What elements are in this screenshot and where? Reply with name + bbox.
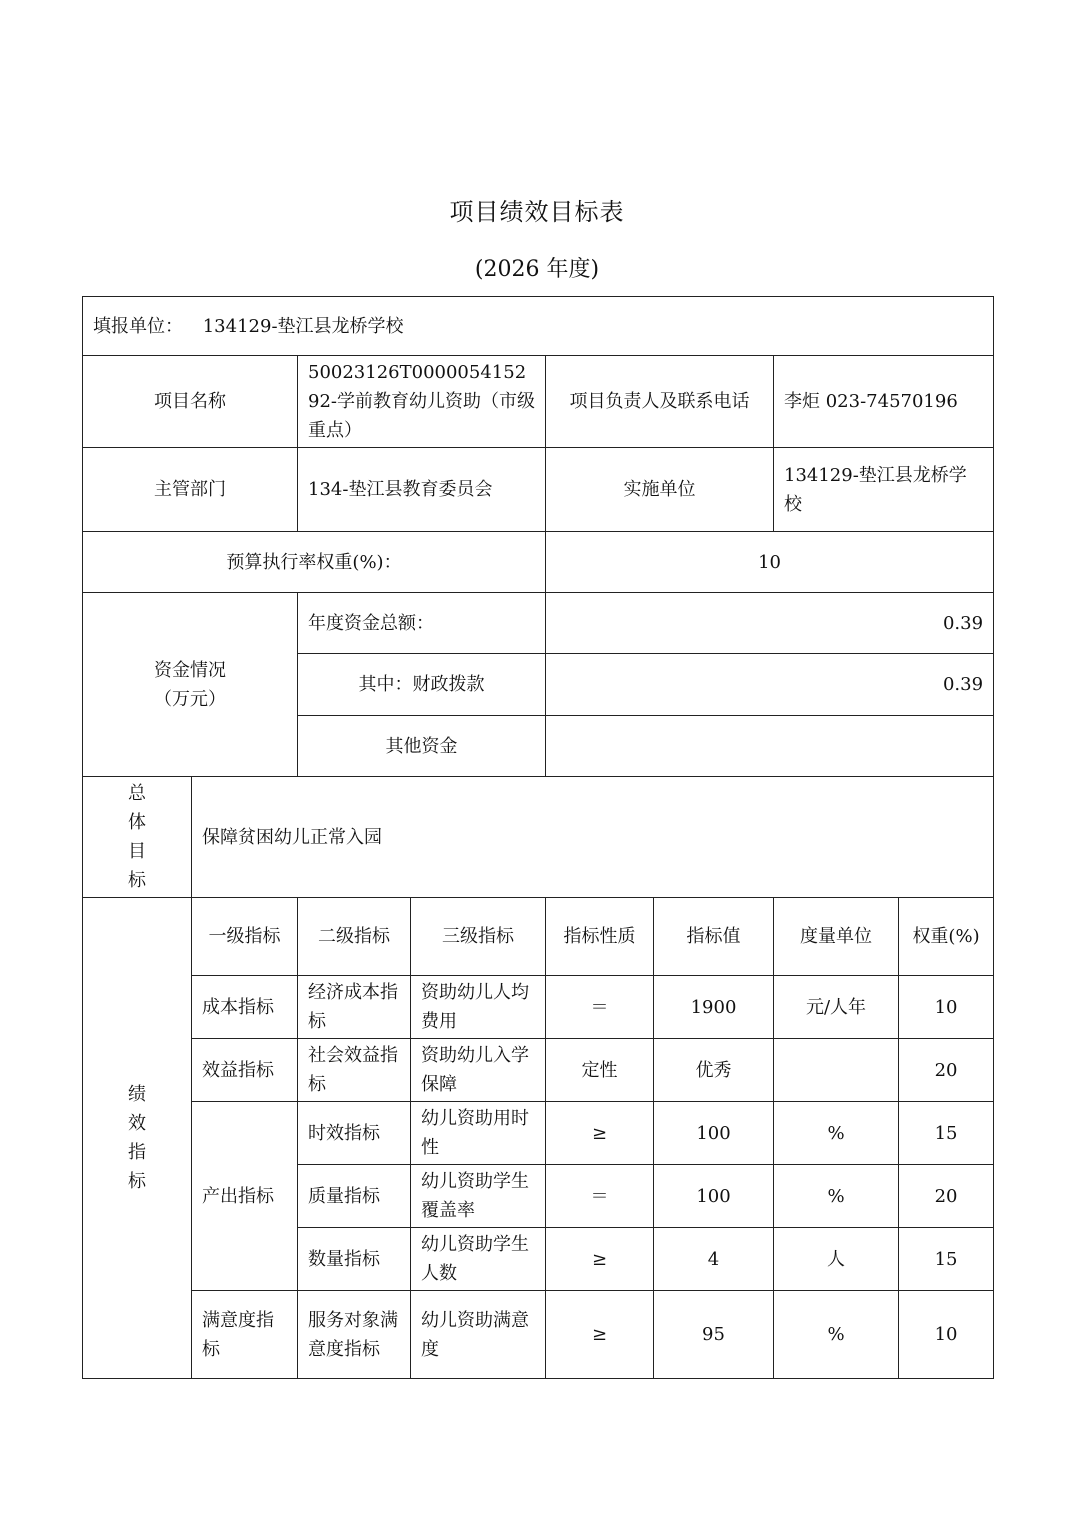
funds-label-line1: 资金情况 <box>154 659 226 681</box>
row-weight: 10 <box>899 976 994 1039</box>
header-unit: 度量单位 <box>774 898 899 976</box>
row-unit: % <box>774 1102 899 1165</box>
funds-total-label: 年度资金总额： <box>298 593 546 654</box>
implementing-unit-value: 134129-垫江县龙桥学校 <box>774 448 994 532</box>
row-value: 4 <box>654 1228 774 1291</box>
page-subtitle: (2026 年度) <box>474 257 600 282</box>
row-unit: 人 <box>774 1228 899 1291</box>
header-level3: 三级指标 <box>411 898 546 976</box>
project-contact-label: 项目负责人及联系电话 <box>546 356 774 448</box>
row-level2: 数量指标 <box>298 1228 411 1291</box>
overall-goal-label-char: 目 <box>128 841 146 862</box>
row-level1: 成本指标 <box>192 976 298 1039</box>
budget-rate-label: 预算执行率权重(%)： <box>83 532 546 593</box>
row-level3: 资助幼儿入学保障 <box>411 1039 546 1102</box>
department-row <box>83 448 994 532</box>
project-name-row <box>83 356 994 448</box>
overall-goal-row <box>83 777 994 898</box>
row-level1: 效益指标 <box>192 1039 298 1102</box>
funds-label-line2: （万元） <box>154 688 226 710</box>
funds-other-label: 其他资金 <box>298 716 546 777</box>
row-level1: 产出指标 <box>192 1102 298 1291</box>
header-level2: 二级指标 <box>298 898 411 976</box>
overall-goal-label <box>83 777 192 898</box>
fill-unit-cell <box>83 297 994 356</box>
table-row <box>83 1102 994 1165</box>
performance-indicator-label-char: 指 <box>128 1142 146 1163</box>
row-value: 100 <box>654 1102 774 1165</box>
row-level2: 经济成本指标 <box>298 976 411 1039</box>
row-weight: 15 <box>899 1228 994 1291</box>
row-weight: 15 <box>899 1102 994 1165</box>
row-value: 1900 <box>654 976 774 1039</box>
row-level2: 服务对象满意度指标 <box>298 1291 411 1379</box>
performance-indicator-label <box>83 898 192 1379</box>
indicator-header-row <box>83 898 994 976</box>
header-nature: 指标性质 <box>546 898 654 976</box>
performance-indicator-label-char: 效 <box>128 1113 146 1134</box>
table-row <box>83 1291 994 1379</box>
performance-indicator-label-char: 标 <box>128 1171 146 1192</box>
row-level3: 幼儿资助满意度 <box>411 1291 546 1379</box>
fill-unit-label: 填报单位： <box>93 315 183 337</box>
row-value: 优秀 <box>654 1039 774 1102</box>
row-nature: ≥ <box>546 1228 654 1291</box>
row-level3: 资助幼儿人均费用 <box>411 976 546 1039</box>
budget-rate-value: 10 <box>546 532 994 593</box>
table-row <box>83 976 994 1039</box>
funds-fiscal-label: 其中：财政拨款 <box>298 654 546 716</box>
performance-table <box>82 296 994 1379</box>
department-label: 主管部门 <box>83 448 298 532</box>
table-row <box>83 1039 994 1102</box>
project-contact-value: 李炬 023-74570196 <box>774 356 994 448</box>
header-level1: 一级指标 <box>192 898 298 976</box>
department-value: 134-垫江县教育委员会 <box>298 448 546 532</box>
row-level1: 满意度指标 <box>192 1291 298 1379</box>
project-name-value: 50023126T000005415292-学前教育幼儿资助（市级重点） <box>298 356 546 448</box>
performance-indicator-label-char: 绩 <box>128 1084 146 1105</box>
row-weight: 20 <box>899 1165 994 1228</box>
page-title: 项目绩效目标表 <box>449 198 625 226</box>
row-nature: ＝ <box>546 1165 654 1228</box>
row-weight: 20 <box>899 1039 994 1102</box>
funds-total-row <box>83 593 994 654</box>
row-nature: ＝ <box>546 976 654 1039</box>
implementing-unit-label: 实施单位 <box>546 448 774 532</box>
row-level2: 质量指标 <box>298 1165 411 1228</box>
row-unit: % <box>774 1165 899 1228</box>
header-weight: 权重(%) <box>899 898 994 976</box>
row-nature: ≥ <box>546 1291 654 1379</box>
funds-fiscal-value: 0.39 <box>546 654 994 716</box>
fill-unit-value: 134129-垫江县龙桥学校 <box>202 315 404 337</box>
row-nature: ≥ <box>546 1102 654 1165</box>
row-unit: % <box>774 1291 899 1379</box>
fill-unit-row <box>83 297 994 356</box>
row-value: 100 <box>654 1165 774 1228</box>
header-value: 指标值 <box>654 898 774 976</box>
funds-other-value <box>546 716 994 777</box>
overall-goal-label-char: 体 <box>128 812 146 833</box>
funds-label <box>83 593 298 777</box>
overall-goal-label-char: 总 <box>128 783 146 804</box>
row-nature: 定性 <box>546 1039 654 1102</box>
row-level3: 幼儿资助用时性 <box>411 1102 546 1165</box>
row-level3: 幼儿资助学生覆盖率 <box>411 1165 546 1228</box>
funds-total-value: 0.39 <box>546 593 994 654</box>
overall-goal-text: 保障贫困幼儿正常入园 <box>192 777 994 898</box>
row-level2: 时效指标 <box>298 1102 411 1165</box>
row-value: 95 <box>654 1291 774 1379</box>
row-level2: 社会效益指标 <box>298 1039 411 1102</box>
row-level3: 幼儿资助学生人数 <box>411 1228 546 1291</box>
row-unit <box>774 1039 899 1102</box>
budget-rate-row <box>83 532 994 593</box>
project-name-label: 项目名称 <box>83 356 298 448</box>
row-weight: 10 <box>899 1291 994 1379</box>
overall-goal-label-char: 标 <box>128 870 146 891</box>
row-unit: 元/人年 <box>774 976 899 1039</box>
